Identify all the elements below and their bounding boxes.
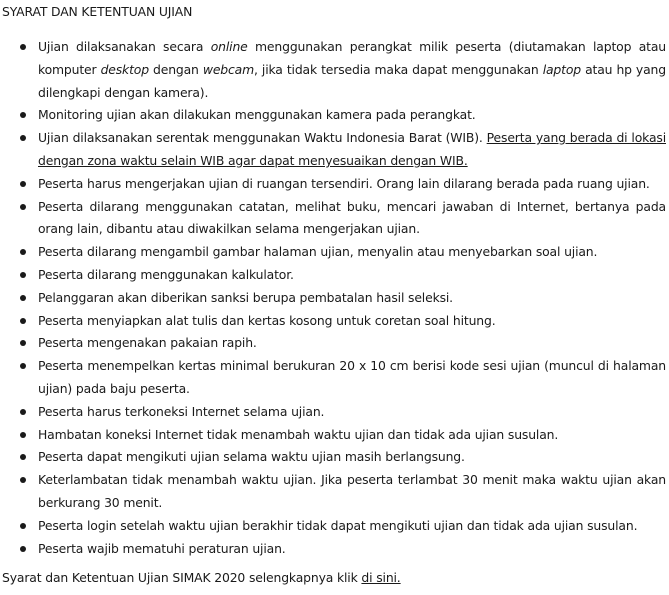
bullet-icon	[20, 44, 26, 50]
bullet-icon	[20, 204, 26, 210]
bullet-icon	[20, 523, 26, 529]
rule-text-part: Peserta dilarang menggunakan catatan, melihat buku, mencari jawaban di Internet, bertanya pada orang lain, dibantu atau diwakilkan selama mengerjakan ujian.	[38, 198, 666, 237]
rule-item	[18, 104, 666, 127]
rule-text-part: Peserta harus terkoneksi Internet selama ujian.	[38, 403, 325, 419]
rule-item	[18, 127, 666, 173]
rule-text-part: Monitoring ujian akan dilakukan menggunakan kamera pada perangkat.	[38, 107, 476, 123]
rule-text-part: Peserta menyiapkan alat tulis dan kertas kosong untuk coretan soal hitung.	[38, 312, 496, 328]
rule-text	[38, 449, 465, 464]
rule-item	[18, 287, 666, 310]
rule-item	[18, 36, 666, 104]
bullet-icon	[20, 249, 26, 255]
rule-text-part: Peserta harus mengerjakan ujian di ruangan tersendiri. Orang lain dilarang berada pada ruang ujian.	[38, 175, 650, 191]
rule-underlined-note: Peserta yang berada di lokasi dengan zona waktu selain WIB agar dapat menyesuaikan dengan WIB.	[38, 130, 666, 168]
rule-text	[38, 107, 476, 122]
bullet-icon	[20, 272, 26, 278]
rule-text	[38, 36, 666, 104]
bullet-icon	[20, 181, 26, 187]
rule-item	[18, 173, 666, 196]
rule-item	[18, 515, 666, 538]
rule-emphasis: desktop	[100, 61, 149, 77]
rule-item	[18, 332, 666, 355]
bullet-icon	[20, 112, 26, 118]
rule-text	[38, 267, 294, 282]
rules-list	[18, 36, 666, 560]
rule-item	[18, 241, 666, 264]
bullet-icon	[20, 295, 26, 301]
bullet-icon	[20, 477, 26, 483]
footer-text: Syarat dan Ketentuan Ujian SIMAK 2020 selengkapnya klik	[2, 570, 362, 585]
rule-text	[38, 427, 558, 442]
bullet-icon	[20, 363, 26, 369]
bullet-icon	[20, 454, 26, 460]
rule-text	[38, 290, 453, 305]
rule-text	[38, 469, 666, 515]
rule-text	[38, 244, 597, 259]
rule-emphasis: online	[210, 39, 248, 54]
rule-text-part: Peserta dapat mengikuti ujian selama waktu ujian masih berlangsung.	[38, 449, 465, 465]
rule-text	[38, 196, 666, 242]
details-link[interactable]: di sini.	[361, 570, 401, 585]
rule-text	[38, 404, 324, 419]
rule-text-part: dengan	[148, 61, 203, 77]
rule-text	[38, 355, 666, 401]
rule-text-part: Peserta dilarang menggunakan kalkulator.	[38, 266, 294, 282]
rule-text-part: Hambatan koneksi Internet tidak menambah waktu ujian dan tidak ada ujian susulan.	[38, 426, 559, 442]
rule-item	[18, 310, 666, 333]
rule-text	[38, 176, 650, 191]
rule-text-part: Ujian dilaksanakan serentak menggunakan Waktu Indonesia Barat (WIB).	[38, 130, 487, 146]
rule-text-part: menggunakan perangkat milik peserta (diutamakan laptop atau komputer	[38, 39, 666, 77]
rule-text	[38, 335, 257, 350]
bullet-icon	[20, 409, 26, 415]
rule-emphasis: webcam	[202, 61, 255, 77]
rule-item	[18, 196, 666, 242]
rule-item	[18, 264, 666, 287]
rule-text-part: Keterlambatan tidak menambah waktu ujian. Jika peserta terlambat 30 menit maka waktu ujian akan berkurang 30 menit.	[38, 472, 666, 510]
bullet-icon	[20, 318, 26, 324]
rule-emphasis: laptop	[542, 61, 581, 77]
rule-text-part: , jika tidak tersedia maka dapat menggunakan	[254, 61, 543, 77]
page-title: SYARAT DAN KETENTUAN UJIAN	[2, 4, 193, 19]
rule-item	[18, 424, 666, 447]
rule-text-part: atau hp yang dilengkapi dengan kamera).	[38, 61, 666, 100]
rule-text-part: Peserta dilarang mengambil gambar halaman ujian, menyalin atau menyebarkan soal ujian.	[38, 244, 598, 260]
rule-text-part: Pelanggaran akan diberikan sanksi berupa pembatalan hasil seleksi.	[38, 289, 453, 305]
bullet-icon	[20, 432, 26, 438]
rule-text-part: Peserta login setelah waktu ujian berakhir tidak dapat mengikuti ujian dan tidak ada ujian susulan.	[38, 517, 638, 533]
rule-text	[38, 541, 286, 556]
rule-item	[18, 538, 666, 561]
footer-note	[2, 568, 401, 588]
rule-item	[18, 401, 666, 424]
rule-text-part: Peserta wajib mematuhi peraturan ujian.	[38, 540, 286, 556]
rule-item	[18, 355, 666, 401]
rule-item	[18, 446, 666, 469]
rule-text	[38, 313, 496, 328]
bullet-icon	[20, 546, 26, 552]
bullet-icon	[20, 135, 26, 141]
rule-text	[38, 127, 666, 173]
rule-text	[38, 518, 637, 533]
rule-text-part: Peserta mengenakan pakaian rapih.	[38, 335, 257, 351]
bullet-icon	[20, 340, 26, 346]
rule-item	[18, 469, 666, 515]
rule-text-part: Ujian dilaksanakan secara	[38, 39, 211, 54]
rule-text-part: Peserta menempelkan kertas minimal berukuran 20 x 10 cm berisi kode sesi ujian (muncul di halaman ujian) pada baju peserta.	[38, 358, 666, 396]
